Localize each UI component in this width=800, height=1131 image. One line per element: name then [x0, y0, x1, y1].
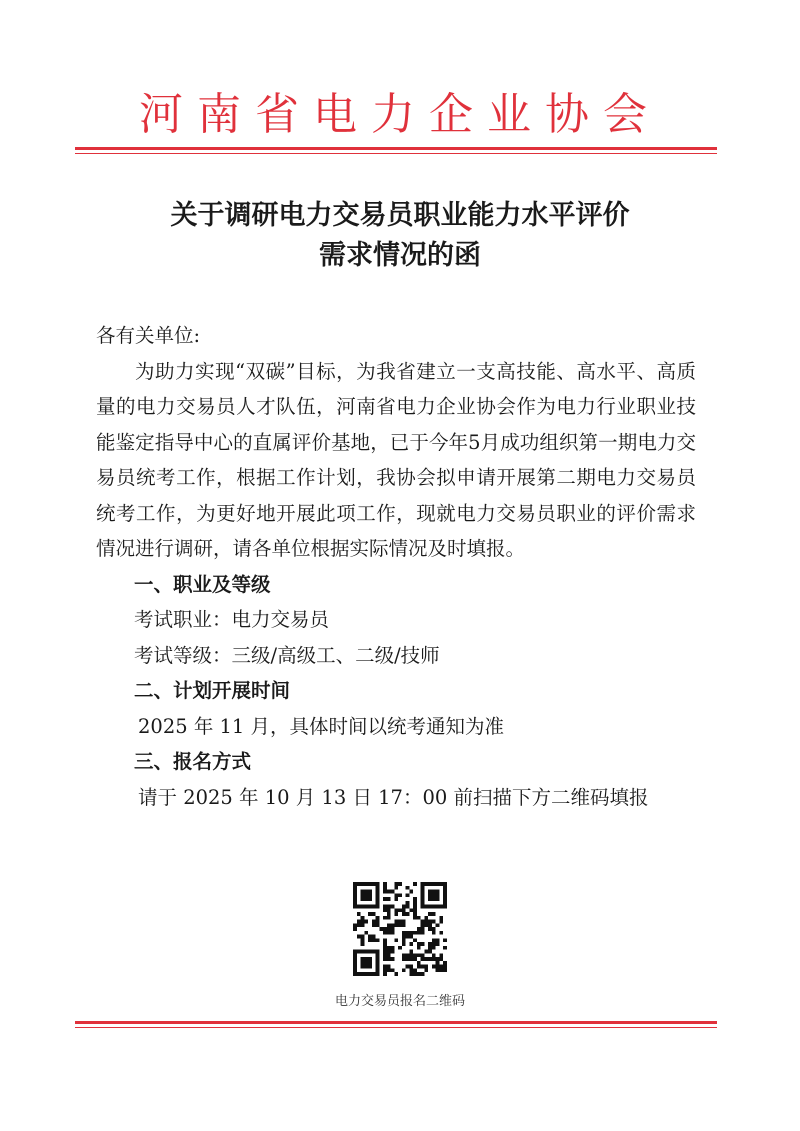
section-1-line-2: 考试等级：三级/高级工、二级/技师	[134, 643, 440, 667]
qr-caption: 电力交易员报名二维码	[334, 994, 465, 1009]
section-heading-3: 三、报名方式	[134, 750, 252, 773]
header-divider	[75, 147, 717, 154]
document-body	[96, 318, 696, 815]
title-line-1: 关于调研电力交易员职业能力水平评价	[170, 200, 630, 231]
document-title	[0, 196, 800, 276]
qr-code-image[interactable]	[353, 882, 447, 976]
title-line-2: 需求情况的函	[319, 240, 481, 271]
section-3-line-1: 请于 2025 年 10 月 13 日 17：00 前扫描下方二维码填报	[138, 785, 649, 809]
intro-paragraph: 为助力实现“双碳”目标，为我省建立一支高技能、高水平、高质量的电力交易员人才队伍，河南省电力企业协会作为电力行业职业技能鉴定指导中心的直属评价基地，已于今年5月成功组织第一期电力交易员统考工作，根据工作计划，我协会拟申请开展第二期电力交易员统考工作，为更好地开展此项工作，现就电力交易员职业的评价需求情况进行调研，请各单位根据实际情况及时填报。	[96, 359, 696, 560]
footer-divider	[75, 1021, 717, 1028]
section-1-line-1: 考试职业：电力交易员	[134, 608, 330, 631]
section-2-line-1: 2025 年 11 月，具体时间以统考通知为准	[138, 714, 505, 738]
masthead-title: 河南省电力企业协会	[139, 89, 661, 140]
section-heading-2: 二、计划开展时间	[134, 679, 291, 702]
qr-code-icon	[353, 882, 447, 976]
salutation: 各有关单位:	[96, 324, 201, 347]
section-heading-1: 一、职业及等级	[134, 572, 271, 596]
